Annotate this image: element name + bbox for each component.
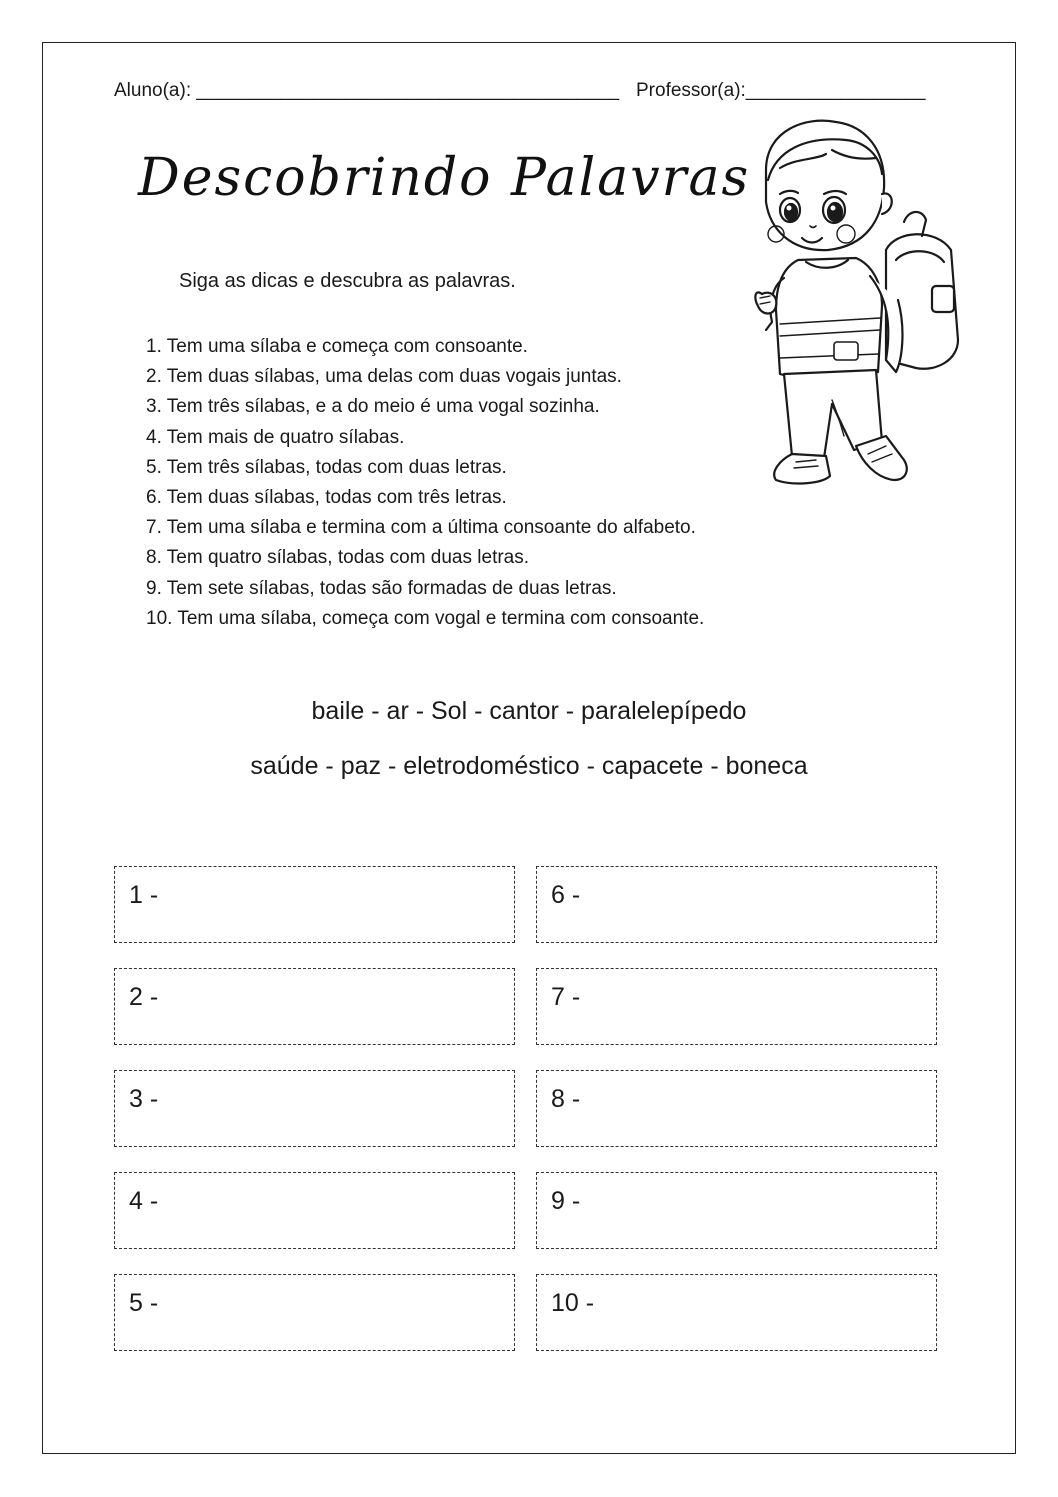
answer-box-2[interactable]: 2 - (114, 968, 515, 1045)
page-title: Descobrindo Palavras (138, 148, 751, 208)
clue-item: 5. Tem três sílabas, todas com duas letras. (146, 456, 507, 478)
teacher-name-field[interactable]: Professor(a):_________________ (636, 80, 926, 101)
header-fields (114, 80, 946, 106)
clue-item: 10. Tem uma sílaba, começa com vogal e termina com consoante. (146, 607, 705, 629)
answer-box-3[interactable]: 3 - (114, 1070, 515, 1147)
clue-item: 9. Tem sete sílabas, todas são formadas de duas letras. (146, 577, 617, 599)
clue-list (146, 336, 826, 638)
answer-box-10[interactable]: 10 - (536, 1274, 937, 1351)
clue-item: 8. Tem quatro sílabas, todas com duas letras. (146, 547, 530, 569)
answer-box-5[interactable]: 5 - (114, 1274, 515, 1351)
answer-box-8[interactable]: 8 - (536, 1070, 937, 1147)
word-bank-line-2: saúde - paz - eletrodoméstico - capacete - boneca (250, 752, 808, 780)
clue-item: 6. Tem duas sílabas, todas com três letras. (146, 486, 507, 508)
instructions: Siga as dicas e descubra as palavras. (179, 270, 516, 292)
clue-item: 3. Tem três sílabas, e a do meio é uma vogal sozinha. (146, 396, 600, 418)
answer-box-7[interactable]: 7 - (536, 968, 937, 1045)
answer-grid (114, 866, 937, 1351)
answer-box-9[interactable]: 9 - (536, 1172, 937, 1249)
boy-with-backpack-illustration (736, 110, 968, 496)
answer-box-1[interactable]: 1 - (114, 866, 515, 943)
clue-item: 4. Tem mais de quatro sílabas. (146, 426, 405, 448)
answer-box-6[interactable]: 6 - (536, 866, 937, 943)
answer-box-4[interactable]: 4 - (114, 1172, 515, 1249)
student-name-field[interactable]: Aluno(a): ________________________________________ (114, 80, 620, 101)
clue-item: 7. Tem uma sílaba e termina com a última consoante do alfabeto. (146, 517, 696, 539)
clue-item: 2. Tem duas sílabas, uma delas com duas vogais juntas. (146, 366, 622, 388)
word-bank-line-1: baile - ar - Sol - cantor - paralelepípedo (311, 697, 747, 725)
clue-item: 1. Tem uma sílaba e começa com consoante. (146, 336, 528, 357)
